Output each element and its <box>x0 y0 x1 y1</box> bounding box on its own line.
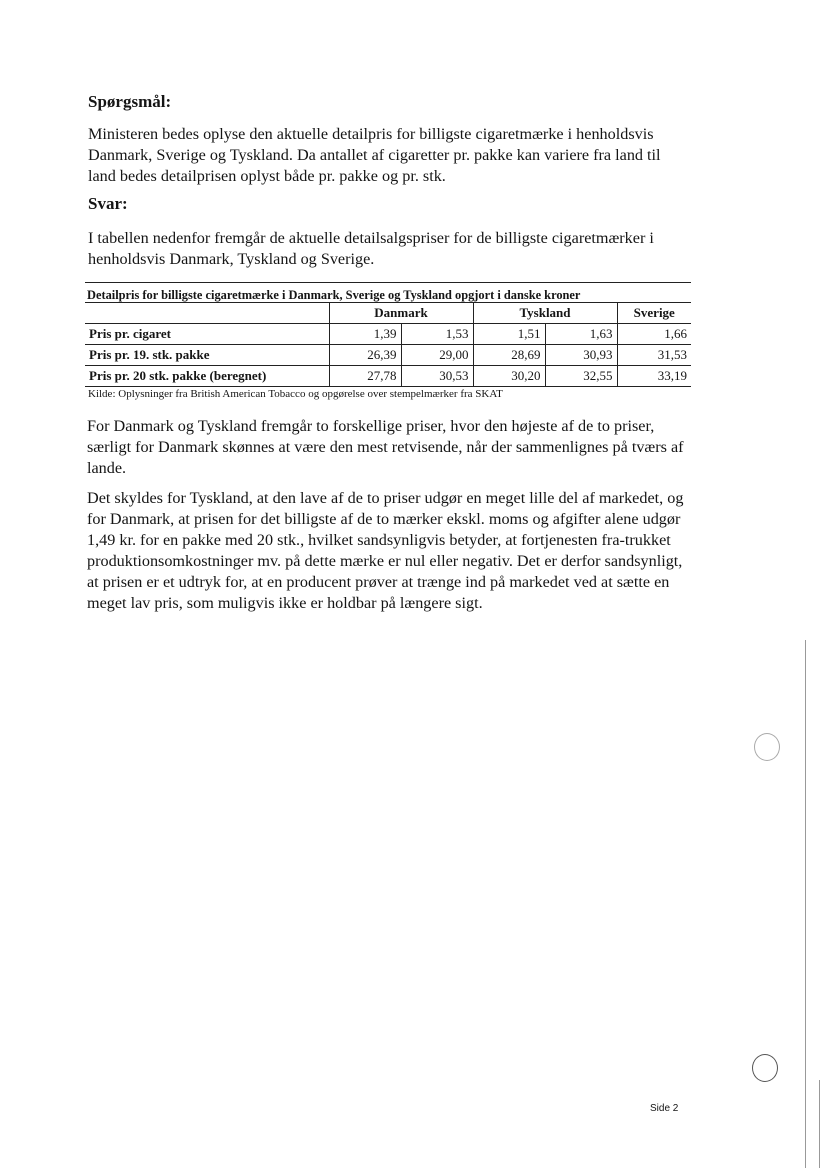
cell-tyskland-low: 28,69 <box>473 345 545 366</box>
paragraph-explanation: Det skyldes for Tyskland, at den lave af de to priser udgør en meget lille del af markedet, og for Danmark, at prisen for det billigste af de to mærker ekskl. moms og afgifter alene udgør 1,49 kr. for en pakke med 20 stk., hvilket sandsynligvis betyder, at fortjenesten fra-trukket produktionsomkostninger mv. på dette mærke er nul eller negativ. Det er derfor sandsynligt, at prisen er et udtryk for, at en producent prøver at trænge ind på markedet ved at sætte en meget lav pris, som muligvis ikke er holdbar på længere sigt. <box>87 489 684 612</box>
question-text: Ministeren bedes oplyse den aktuelle detailpris for billigste cigaretmærke i henholdsvis Danmark, Sverige og Tyskland. Da antallet af cigaretter pr. pakke kan variere fra land til land bedes detailprisen oplyst både pr. pakke og pr. stk. <box>88 125 661 185</box>
cell-danmark-high: 30,53 <box>401 366 473 387</box>
cell-danmark-high: 1,53 <box>401 324 473 345</box>
header-tyskland: Tyskland <box>473 303 617 324</box>
header-sverige: Sverige <box>617 303 691 324</box>
scan-edge-line <box>819 1080 820 1168</box>
cell-danmark-low: 26,39 <box>329 345 401 366</box>
cell-danmark-low: 27,78 <box>329 366 401 387</box>
page-number: Side 2 <box>650 1103 679 1114</box>
table-header-blank <box>85 303 329 324</box>
cell-sverige: 33,19 <box>617 366 691 387</box>
cell-danmark-high: 29,00 <box>401 345 473 366</box>
cell-tyskland-high: 1,63 <box>545 324 617 345</box>
row-label: Pris pr. 20 stk. pakke (beregnet) <box>85 366 329 387</box>
cell-tyskland-low: 1,51 <box>473 324 545 345</box>
row-label: Pris pr. cigaret <box>85 324 329 345</box>
cell-tyskland-low: 30,20 <box>473 366 545 387</box>
punch-hole-mark <box>752 1054 778 1082</box>
answer-intro: I tabellen nedenfor fremgår de aktuelle detailsalgspriser for de billigste cigaretmærker i henholdsvis Danmark, Tyskland og Sverige. <box>88 229 654 268</box>
cell-sverige: 1,66 <box>617 324 691 345</box>
table-header-row <box>85 303 691 324</box>
question-heading: Spørgsmål: <box>88 92 172 111</box>
table-caption: Detailpris for billigste cigaretmærke i Danmark, Sverige og Tyskland opgjort i danske kroner <box>87 288 581 302</box>
punch-hole-mark <box>754 733 780 761</box>
table-source-note: Kilde: Oplysninger fra British American Tobacco og opgørelse over stempelmærker fra SKAT <box>88 388 503 400</box>
cell-tyskland-high: 30,93 <box>545 345 617 366</box>
cell-danmark-low: 1,39 <box>329 324 401 345</box>
cell-sverige: 31,53 <box>617 345 691 366</box>
cell-tyskland-high: 32,55 <box>545 366 617 387</box>
answer-heading: Svar: <box>88 194 128 213</box>
table-row <box>85 345 691 366</box>
price-table <box>85 302 691 387</box>
table-row <box>85 366 691 387</box>
paragraph-price-comparison: For Danmark og Tyskland fremgår to forskellige priser, hvor den højeste af de to priser, særligt for Danmark skønnes at være den mest retvisende, når der sammenlignes på tværs af lande. <box>87 417 684 477</box>
row-label: Pris pr. 19. stk. pakke <box>85 345 329 366</box>
header-danmark: Danmark <box>329 303 473 324</box>
table-row <box>85 324 691 345</box>
scan-edge-line <box>805 640 806 1168</box>
table-top-rule <box>85 282 691 283</box>
